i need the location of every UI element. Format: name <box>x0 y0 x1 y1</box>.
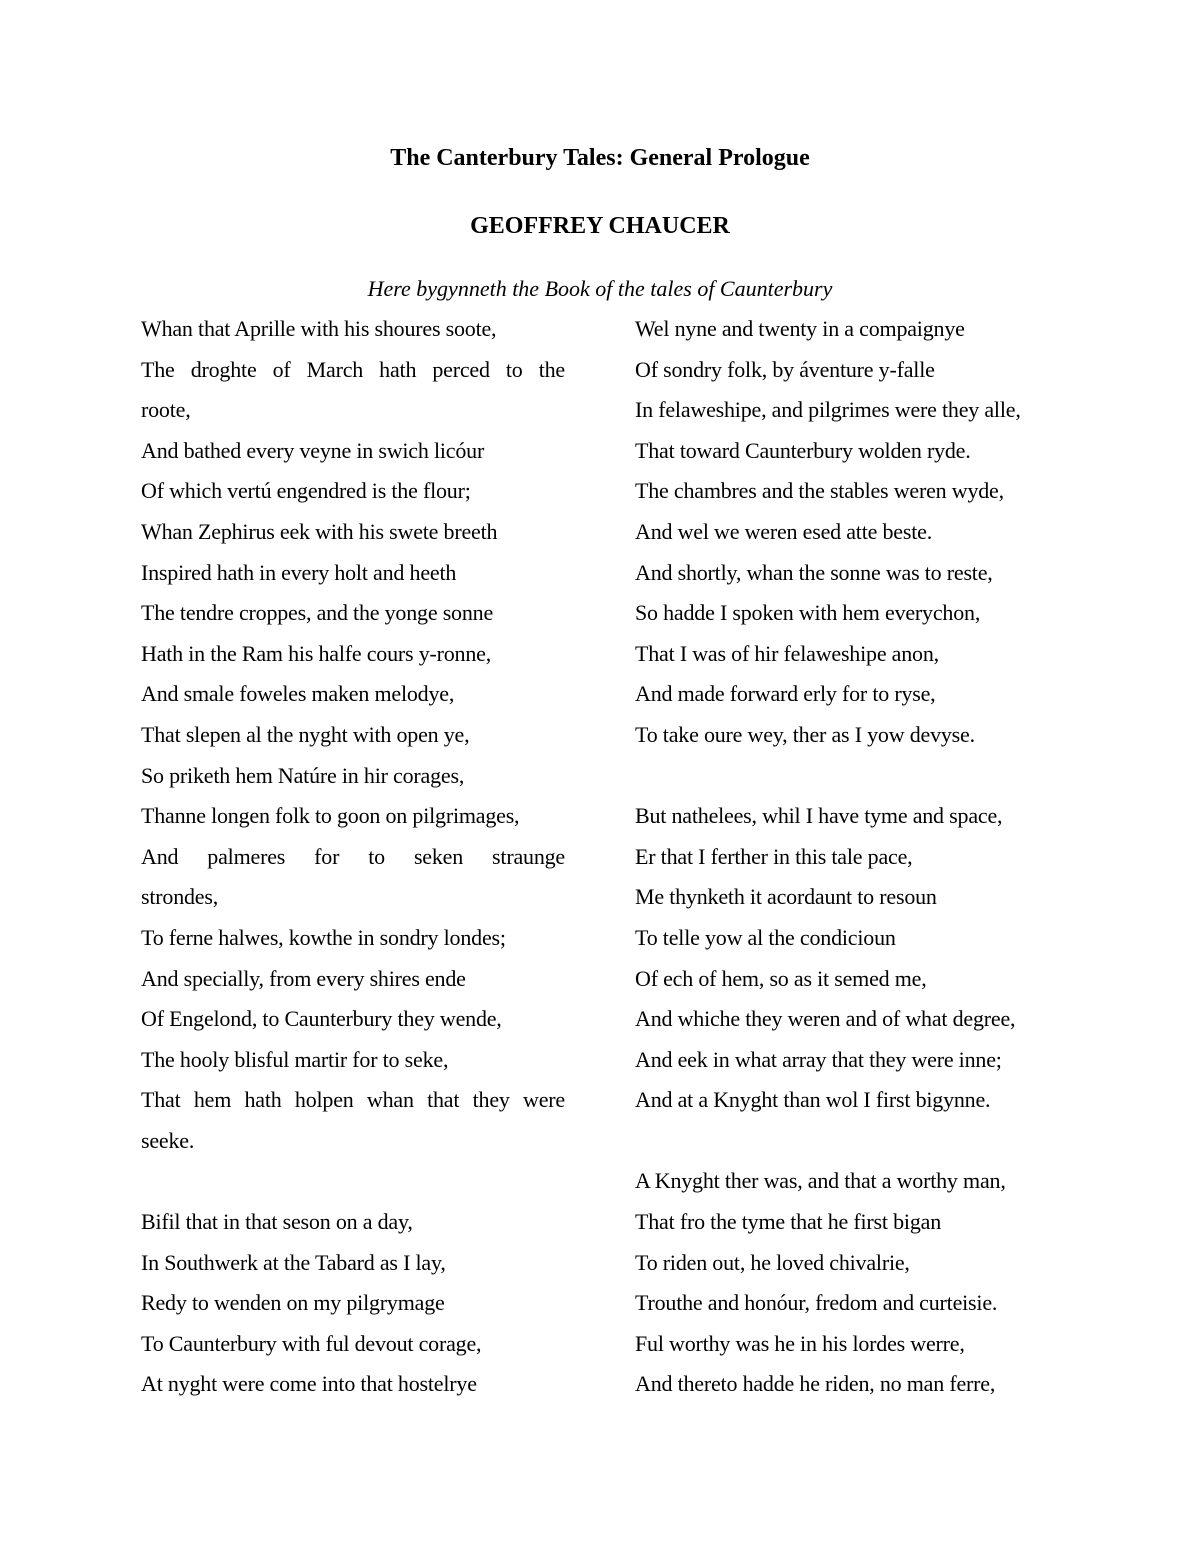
poem-line: At nyght were come into that hostelrye <box>141 1371 477 1397</box>
poem-line: Er that I ferther in this tale pace, <box>635 843 913 869</box>
poem-line: Wel nyne and twenty in a compaignye <box>635 316 965 341</box>
poem-line: So hadde I spoken with hem everychon, <box>635 600 981 626</box>
poem-line: To ferne halwes, kowthe in sondry londes; <box>141 924 506 950</box>
poem-line: The tendre croppes, and the yonge sonne <box>141 600 494 626</box>
poem-line: To take oure wey, ther as I yow devyse. <box>635 721 975 747</box>
poem-line: Of sondry folk, by áventure y-falle <box>635 356 935 382</box>
stanza-break <box>635 756 1095 797</box>
poem-line: Ful worthy was he in his lordes werre, <box>635 1330 965 1356</box>
poem-line: Hath in the Ram his halfe cours y-ronne, <box>141 640 492 666</box>
poem-line: Of ech of hem, so as it semed me, <box>635 965 927 991</box>
poem-line: In felaweshipe, and pilgrimes were they alle, <box>635 397 1021 423</box>
poem-line: That I was of hir felaweshipe anon, <box>635 640 939 666</box>
poem-line: So priketh hem Natúre in hir corages, <box>141 762 465 788</box>
poem-line: That fro the tyme that he first bigan <box>635 1209 942 1235</box>
poem-line: strondes, <box>141 884 219 910</box>
poem-line: The droghte of March hath perced to the <box>141 356 565 382</box>
stanza-break <box>635 1121 1095 1162</box>
poem-line: And specially, from every shires ende <box>141 965 466 991</box>
poem-line: Whan Zephirus eek with his swete breeth <box>141 518 498 544</box>
page-title: The Canterbury Tales: General Prologue <box>390 145 810 171</box>
poem-line: Inspired hath in every holt and heeth <box>141 559 457 585</box>
poem-line: And whiche they weren and of what degree, <box>635 1006 1016 1032</box>
poem-line: In Southwerk at the Tabard as I lay, <box>141 1249 446 1275</box>
poem-line: But nathelees, whil I have tyme and space, <box>635 803 1003 829</box>
poem-line: Of which vertú engendred is the flour; <box>141 478 471 504</box>
poem-line: roote, <box>141 397 191 423</box>
poem-line: Me thynketh it acordaunt to resoun <box>635 884 937 910</box>
stanza-break <box>141 1161 565 1202</box>
poem-line: And wel we weren esed atte beste. <box>635 518 932 544</box>
author-name: GEOFFREY CHAUCER <box>470 213 730 239</box>
poem-line: And eek in what array that they were inne; <box>635 1046 1002 1072</box>
poem-line: And shortly, whan the sonne was to reste, <box>635 559 993 585</box>
poem-line: The chambres and the stables weren wyde, <box>635 478 1004 504</box>
poem-line: The hooly blisful martir for to seke, <box>141 1046 449 1072</box>
poem-line: seeke. <box>141 1127 195 1153</box>
poem-column-left <box>141 309 565 1405</box>
poem-line: And at a Knyght than wol I first bigynne. <box>635 1087 991 1113</box>
poem-line: And made forward erly for to ryse, <box>635 681 936 707</box>
poem-line: Trouthe and honóur, fredom and curteisie. <box>635 1290 998 1316</box>
poem-line: A Knyght ther was, and that a worthy man, <box>635 1168 1006 1194</box>
poem-line: That hem hath holpen whan that they were <box>141 1087 565 1113</box>
poem-line: Thanne longen folk to goon on pilgrimages, <box>141 803 520 829</box>
poem-line: That toward Caunterbury wolden ryde. <box>635 437 971 463</box>
poem-column-right <box>635 309 1095 1405</box>
poem-line: To riden out, he loved chivalrie, <box>635 1249 910 1275</box>
poem-line: And palmeres for to seken straunge <box>141 843 565 869</box>
poem-line: And bathed every veyne in swich licóur <box>141 437 485 463</box>
poem-line: Whan that Aprille with his shoures soote, <box>141 316 497 341</box>
poem-line: That slepen al the nyght with open ye, <box>141 721 470 747</box>
poem-line: Bifil that in that seson on a day, <box>141 1209 413 1235</box>
poem-line: To telle yow al the condicioun <box>635 924 896 950</box>
poem-line: And smale foweles maken melodye, <box>141 681 455 707</box>
poem-line: To Caunterbury with ful devout corage, <box>141 1330 482 1356</box>
subtitle: Here bygynneth the Book of the tales of Caunterbury <box>367 276 833 301</box>
poem-line: Redy to wenden on my pilgrymage <box>141 1290 445 1316</box>
poem-line: And thereto hadde he riden, no man ferre, <box>635 1371 996 1397</box>
poem-line: Of Engelond, to Caunterbury they wende, <box>141 1006 502 1032</box>
